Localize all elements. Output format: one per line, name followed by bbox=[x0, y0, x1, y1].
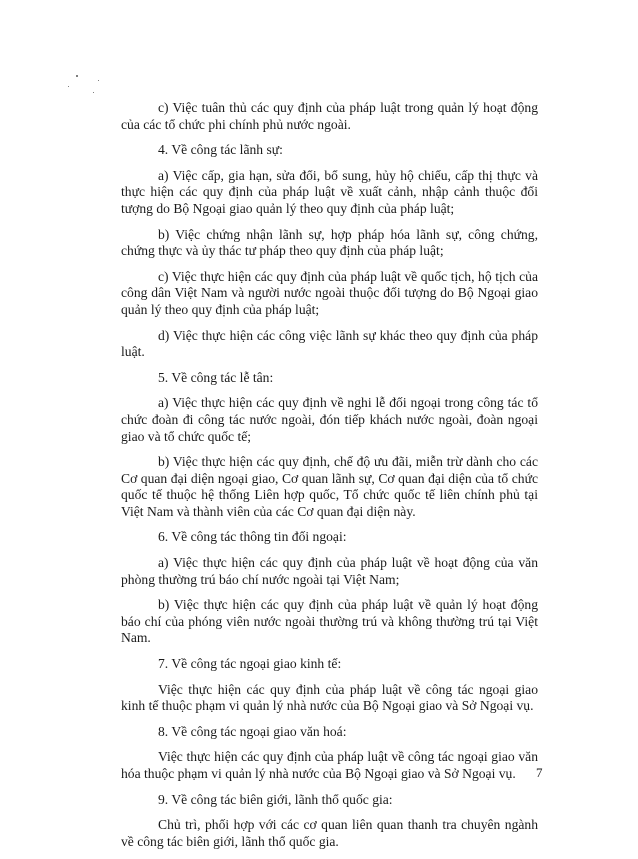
paragraph-economic-diplomacy: Việc thực hiện các quy định của pháp luật về công tác ngoại giao kinh tế thuộc phạm vi quản lý nhà nước của Bộ Ngoại giao và Sở Ngoại vụ. bbox=[121, 681, 538, 714]
paragraph-protocol-b: b) Việc thực hiện các quy định, chế độ ưu đãi, miễn trừ dành cho các Cơ quan đại diện ngoại giao, Cơ quan lãnh sự, Cơ quan đại diện của tổ chức quốc tế thuộc hệ thống Liên hợp quốc, Tổ chức quốc tế liên chính phủ tại Việt Nam và thành viên của các Cơ quan đại diện này. bbox=[121, 454, 538, 519]
paragraph-external-information-b: b) Việc thực hiện các quy định của pháp luật về quản lý hoạt động báo chí của phóng viên nước ngoài thường trú và không thường trú tại Việt Nam. bbox=[121, 597, 538, 646]
paragraph-cultural-diplomacy: Việc thực hiện các quy định của pháp luật về công tác ngoại giao văn hóa thuộc phạm vi quản lý nhà nước của Bộ Ngoại giao và Sở Ngoại vụ. bbox=[121, 749, 538, 781]
paragraph-consular-c: c) Việc thực hiện các quy định của pháp luật về quốc tịch, hộ tịch của công dân Việt Nam và người nước ngoài thuộc đối tượng do Bộ Ngoại giao quản lý theo quy định của pháp luật; bbox=[121, 268, 538, 317]
scan-speck bbox=[76, 75, 78, 77]
scan-speck bbox=[98, 80, 99, 81]
paragraph-consular-b: b) Việc chứng nhận lãnh sự, hợp pháp hóa lãnh sự, công chứng, chứng thực và ủy thác tư pháp theo quy định của pháp luật; bbox=[121, 226, 538, 259]
document-body bbox=[121, 100, 538, 859]
page-number: 7 bbox=[536, 765, 543, 780]
paragraph-protocol-a: a) Việc thực hiện các quy định về nghi lễ đối ngoại trong công tác tổ chức đoàn đi công tác nước ngoài, đón tiếp khách nước ngoài, đoàn ngoại giao và tổ chức quốc tế; bbox=[121, 395, 538, 444]
section-heading-cultural-diplomacy: 8. Về công tác ngoại giao văn hoá: bbox=[158, 723, 347, 739]
paragraph-external-information-a: a) Việc thực hiện các quy định của pháp luật về hoạt động của văn phòng thường trú báo chí nước ngoài tại Việt Nam; bbox=[121, 555, 538, 587]
section-heading-economic-diplomacy: 7. Về công tác ngoại giao kinh tế: bbox=[158, 656, 342, 672]
section-heading-consular: 4. Về công tác lãnh sự: bbox=[158, 142, 283, 158]
paragraph-border-territory: Chủ trì, phối hợp với các cơ quan liên quan thanh tra chuyên ngành về công tác biên giới, lãnh thổ quốc gia. bbox=[121, 817, 538, 849]
scan-speck bbox=[93, 92, 94, 93]
scan-speck bbox=[68, 86, 69, 87]
paragraph-consular-d: d) Việc thực hiện các công việc lãnh sự khác theo quy định của pháp luật. bbox=[121, 327, 538, 360]
section-heading-border-territory: 9. Về công tác biên giới, lãnh thổ quốc gia: bbox=[158, 791, 393, 807]
paragraph-inspection-ngo-compliance: c) Việc tuân thủ các quy định của pháp luật trong quản lý hoạt động của các tổ chức phi chính phủ nước ngoài. bbox=[121, 100, 538, 132]
section-heading-protocol: 5. Về công tác lễ tân: bbox=[158, 369, 274, 385]
paragraph-consular-a: a) Việc cấp, gia hạn, sửa đổi, bổ sung, hủy hộ chiếu, cấp thị thực và thực hiện các quy định của pháp luật về xuất cảnh, nhập cảnh thuộc đối tượng do Bộ Ngoại giao quản lý theo quy định của pháp luật; bbox=[121, 167, 538, 216]
section-heading-external-information: 6. Về công tác thông tin đối ngoại: bbox=[158, 529, 347, 545]
